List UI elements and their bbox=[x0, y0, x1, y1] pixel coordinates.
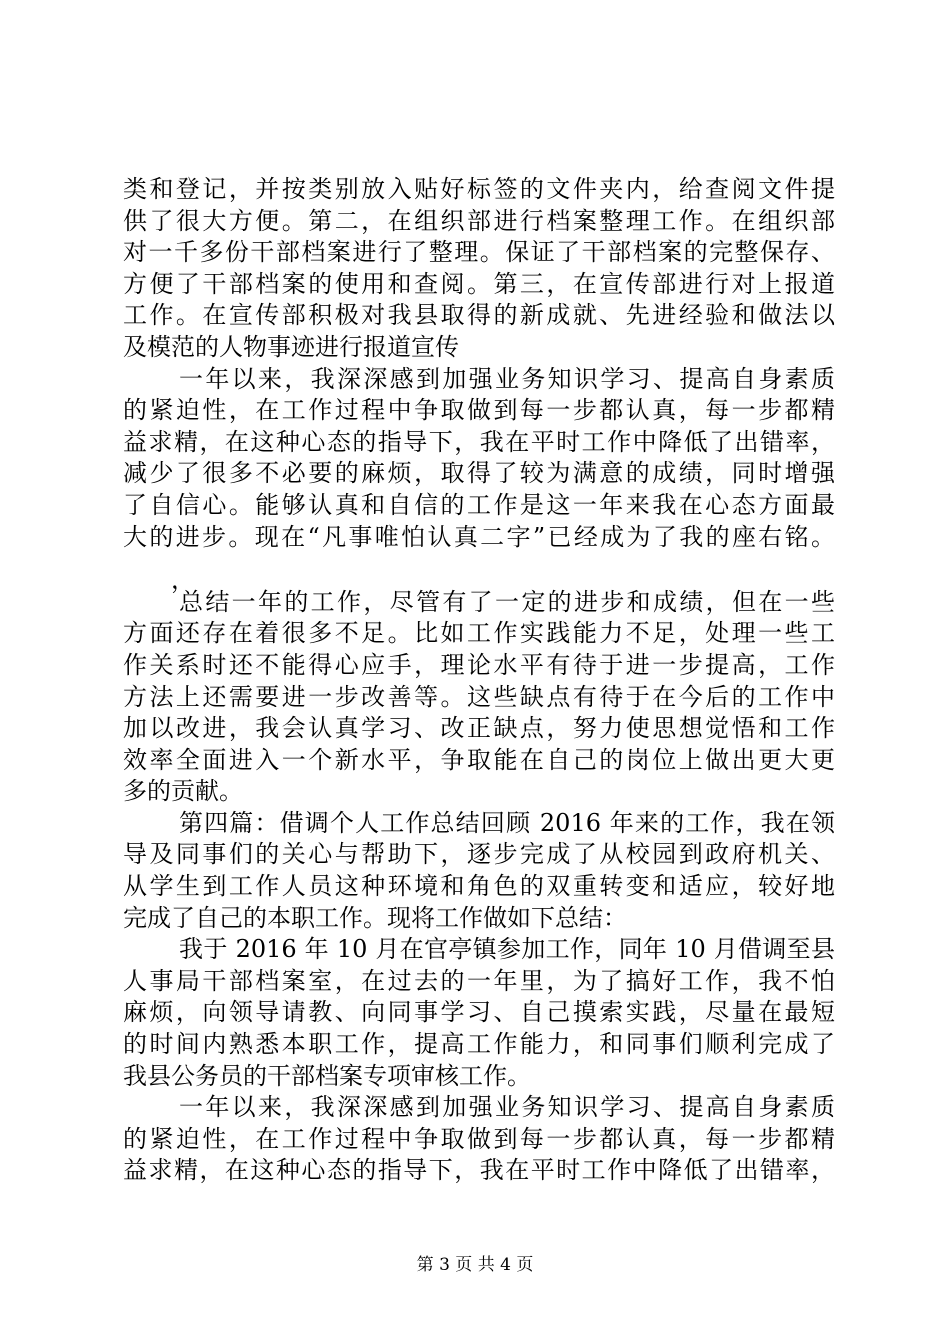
text-line: 一年以来，我深深感到加强业务知识学习、提高自身素质 bbox=[179, 364, 835, 393]
text-line: 益求精，在这种心态的指导下，我在平时工作中降低了出错率， bbox=[123, 1156, 835, 1185]
text-line: 完成了自己的本职工作。现将工作做如下总结： bbox=[123, 903, 627, 932]
text-line: 大的进步。现在“凡事唯怕认真二字”已经成为了我的座右铭。 bbox=[123, 522, 835, 551]
paragraph bbox=[123, 808, 835, 934]
text-line: 减少了很多不必要的麻烦，取得了较为满意的成绩，同时增强 bbox=[123, 459, 835, 488]
text-line: 方法上还需要进一步改善等。这些缺点有待于在今后的工作中 bbox=[123, 682, 835, 711]
text-line: 我县公务员的干部档案专项审核工作。 bbox=[123, 1061, 531, 1090]
paragraph bbox=[123, 364, 835, 554]
text-line: 从学生到工作人员这种环境和角色的双重转变和适应，较好地 bbox=[123, 872, 835, 901]
text-line: 及模范的人物事迹进行报道宣传 bbox=[123, 332, 459, 361]
text-line: 工作。在宣传部积极对我县取得的新成就、先进经验和做法以 bbox=[123, 301, 835, 330]
text-line: 麻烦，向领导请教、向同事学习、自己摸索实践，尽量在最短 bbox=[123, 998, 835, 1027]
document-body bbox=[123, 174, 835, 1187]
paragraph bbox=[123, 1092, 835, 1187]
paragraph bbox=[123, 587, 835, 808]
text-line: 益求精，在这种心态的指导下，我在平时工作中降低了出错率， bbox=[123, 427, 835, 456]
text-line: 对一千多份干部档案进行了整理。保证了干部档案的完整保存、 bbox=[123, 238, 835, 267]
text-line: 的紧迫性，在工作过程中争取做到每一步都认真，每一步都精 bbox=[123, 1124, 835, 1153]
text-line: 的时间内熟悉本职工作，提高工作能力，和同事们顺利完成了 bbox=[123, 1030, 835, 1059]
text-line: 一年以来，我深深感到加强业务知识学习、提高自身素质 bbox=[179, 1093, 835, 1122]
text-line: 效率全面进入一个新水平，争取能在自己的岗位上做出更大更 bbox=[123, 745, 835, 774]
text-line: 我于 2016 年 10 月在官亭镇参加工作，同年 10 月借调至县 bbox=[179, 935, 835, 964]
text-line: 的紧迫性，在工作过程中争取做到每一步都认真，每一步都精 bbox=[123, 396, 835, 425]
text-line: 方便了干部档案的使用和查阅。第三，在宣传部进行对上报道 bbox=[123, 269, 835, 298]
page-number-footer: 第 3 页 共 4 页 bbox=[416, 1255, 534, 1275]
text-line: 类和登记，并按类别放入贴好标签的文件夹内，给查阅文件提 bbox=[123, 175, 835, 203]
paragraph bbox=[123, 174, 835, 364]
text-line: 人事局干部档案室，在过去的一年里，为了搞好工作，我不怕 bbox=[123, 966, 835, 995]
stray-comma: ， bbox=[171, 565, 195, 594]
text-line: 方面还存在着很多不足。比如工作实践能力不足，处理一些工 bbox=[123, 619, 835, 648]
text-line: 多的贡献。 bbox=[123, 777, 243, 806]
text-line: 供了很大方便。第二，在组织部进行档案整理工作。在组织部 bbox=[123, 206, 835, 235]
text-line: 第四篇：借调个人工作总结回顾 2016 年来的工作，我在领 bbox=[179, 808, 835, 837]
text-line: 了自信心。能够认真和自信的工作是这一年来我在心态方面最 bbox=[123, 490, 835, 519]
text-line: 导及同事们的关心与帮助下，逐步完成了从校园到政府机关、 bbox=[123, 840, 835, 869]
text-line: 作关系时还不能得心应手，理论水平有待于进一步提高，工作 bbox=[123, 650, 835, 679]
text-line: 总结一年的工作，尽管有了一定的进步和成绩，但在一些 bbox=[179, 587, 835, 616]
paragraph bbox=[123, 934, 835, 1092]
text-line: 加以改进，我会认真学习、改正缺点，努力使思想觉悟和工作 bbox=[123, 714, 835, 743]
